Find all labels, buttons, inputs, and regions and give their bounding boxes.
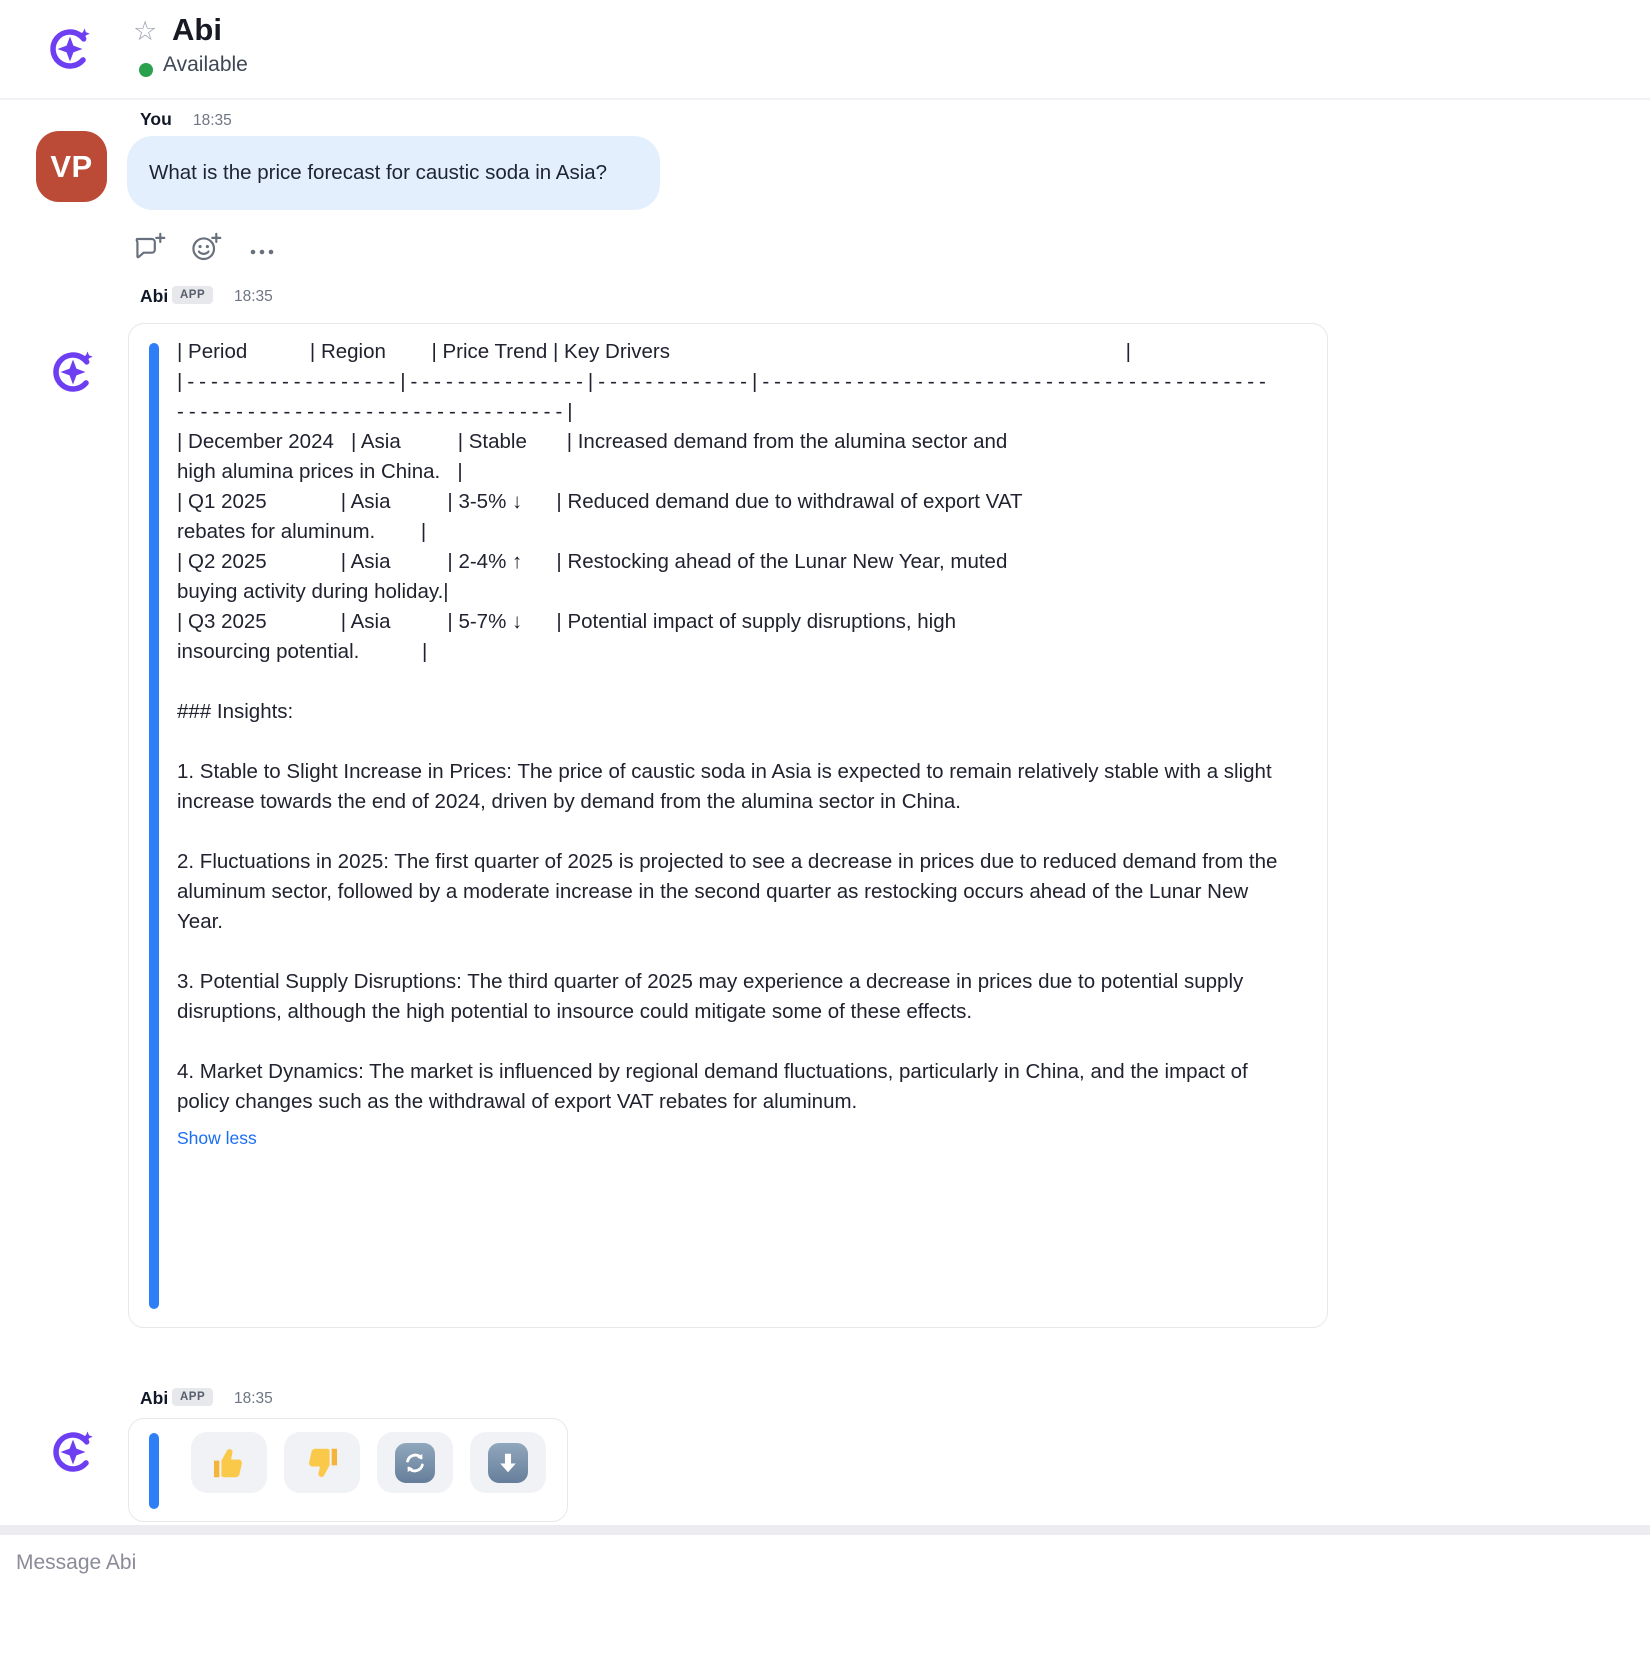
thumbs-up-icon (210, 1444, 248, 1482)
table-row: rebates for aluminum. | (177, 520, 427, 543)
bot-avatar-sparkle-icon[interactable] (49, 1427, 97, 1475)
table-line: ---------------------------------| (177, 400, 578, 423)
table-row: | Q2 2025 | Asia | 2-4% ↑ | Restocking ahead of the Lunar New Year, muted (177, 550, 1008, 573)
user-message-sender: You (140, 109, 172, 129)
bot-message-time: 18:35 (234, 288, 273, 305)
table-row: | December 2024 | Asia | Stable | Increased demand from the alumina sector and (177, 430, 1008, 453)
user-message-text: What is the price forecast for caustic soda in Asia? (149, 161, 608, 184)
ellipsis-icon (247, 232, 277, 262)
add-comment-icon (134, 231, 166, 263)
add-comment-button[interactable] (133, 231, 167, 263)
table-row: insourcing potential. | (177, 640, 428, 663)
thumbs-up-button[interactable] (191, 1432, 267, 1493)
table-row: high alumina prices in China. | (177, 460, 463, 483)
user-message-bubble (127, 136, 660, 210)
forecast-message-content (177, 337, 1295, 1153)
message-actions (133, 231, 279, 263)
download-button[interactable] (470, 1432, 546, 1493)
abi-logo-icon (46, 24, 94, 72)
message-input[interactable] (16, 1545, 1416, 1581)
feedback-message-card (128, 1418, 568, 1522)
table-row: | Q1 2025 | Asia | 3-5% ↓ | Reduced demand due to withdrawal of export VAT (177, 490, 1023, 513)
insight-paragraph: 1. Stable to Slight Increase in Prices: The price of caustic soda in Asia is expected to remain relatively stable with a slight increase towards the end of 2024, driven by demand from the alumina sector in China. (177, 760, 1278, 813)
forecast-message-card (128, 323, 1328, 1328)
feedback-reactions (191, 1432, 546, 1493)
table-line: |------------------|---------------|-------------|------------------------------------------- (177, 370, 1271, 393)
bot-message-time: 18:35 (234, 1390, 273, 1407)
thumbs-down-button[interactable] (284, 1432, 360, 1493)
avatar-initials: VP (50, 148, 93, 184)
presence-status: Available (163, 53, 248, 76)
table-line: | Period | Region | Price Trend | Key Drivers | (177, 340, 1131, 363)
bot-message-sender: Abi (140, 286, 169, 306)
app-badge: APP (172, 286, 213, 304)
show-less-link[interactable]: Show less (177, 1128, 257, 1148)
insight-paragraph: 4. Market Dynamics: The market is influenced by regional demand fluctuations, particularly in China, and the impact of policy changes such as the withdrawal of export VAT rebates for aluminum. (177, 1060, 1254, 1113)
refresh-button[interactable] (377, 1432, 453, 1493)
add-reaction-icon (190, 231, 222, 263)
attachment-bar (149, 1433, 159, 1509)
app-badge: APP (172, 1388, 213, 1406)
composer-divider (0, 1525, 1650, 1535)
add-reaction-button[interactable] (189, 231, 223, 263)
download-arrow-icon (488, 1443, 528, 1483)
table-row: | Q3 2025 | Asia | 5-7% ↓ | Potential impact of supply disruptions, high (177, 610, 957, 633)
table-row: buying activity during holiday.| (177, 580, 449, 603)
presence-dot-icon (139, 63, 153, 77)
attachment-bar (149, 343, 159, 1309)
star-icon[interactable]: ☆ (133, 16, 158, 46)
insight-paragraph: 2. Fluctuations in 2025: The first quarter of 2025 is projected to see a decrease in prices due to reduced demand from the aluminum sector, followed by a moderate increase in the second quarter as restocking occurs ahead of the Lunar New Year. (177, 850, 1284, 933)
insights-heading: ### Insights: (177, 700, 294, 723)
avatar[interactable] (36, 131, 107, 202)
bot-message-sender: Abi (140, 1388, 169, 1408)
thumbs-down-icon (303, 1444, 341, 1482)
channel-title: Abi (172, 12, 222, 47)
more-actions-button[interactable] (245, 231, 279, 263)
channel-header (0, 0, 1650, 100)
user-message-time: 18:35 (193, 112, 232, 129)
bot-avatar-sparkle-icon[interactable] (49, 347, 97, 395)
insight-paragraph: 3. Potential Supply Disruptions: The third quarter of 2025 may experience a decrease in prices due to potential supply disruptions, although the high potential to insource could mitigate some of these effects. (177, 970, 1249, 1023)
refresh-icon (395, 1443, 435, 1483)
